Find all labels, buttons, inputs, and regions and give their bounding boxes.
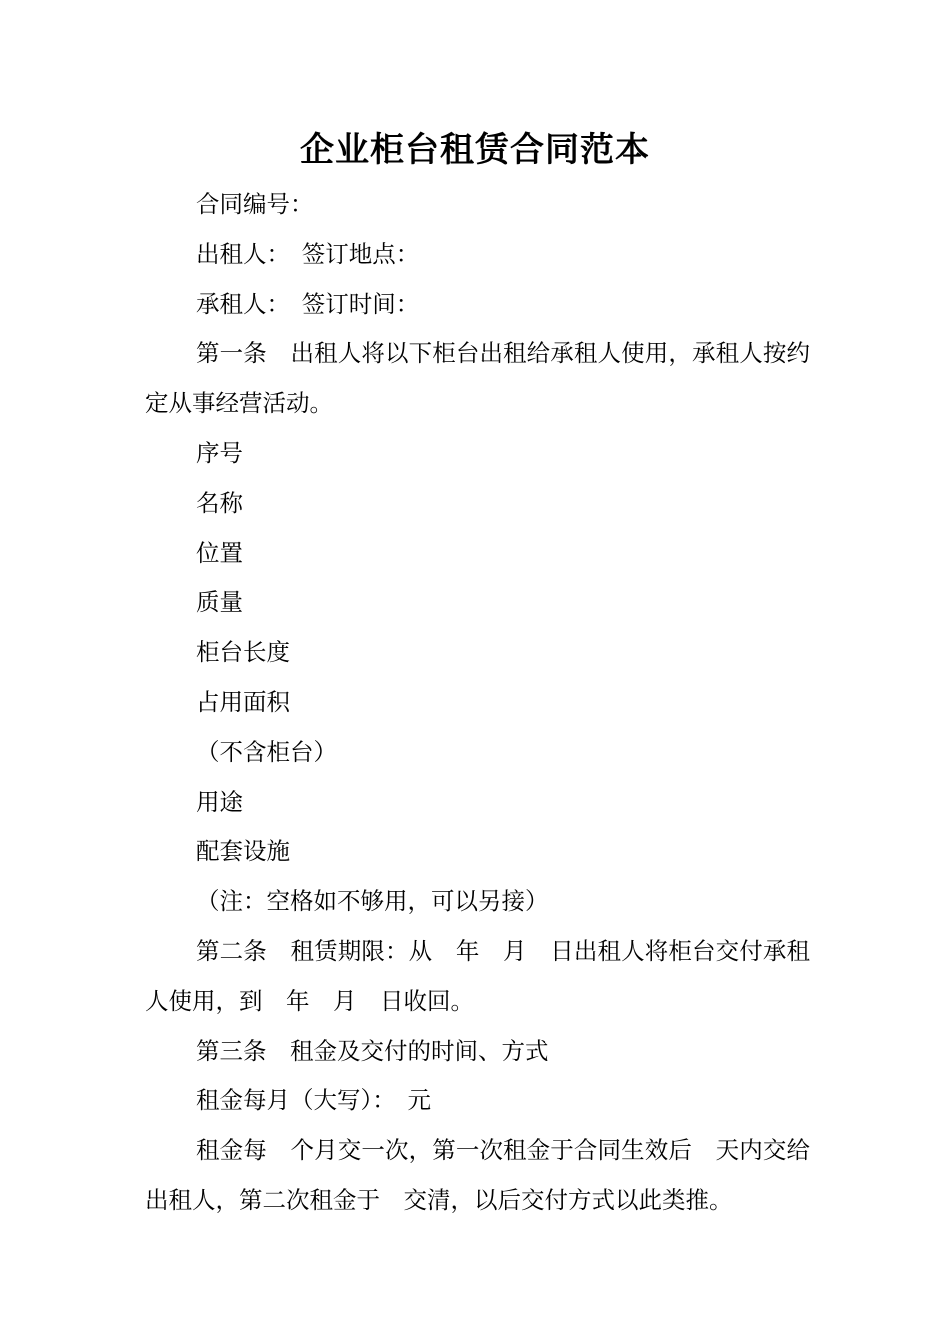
field-occupied-area: 占用面积: [196, 687, 290, 716]
monthly-rent-line: 租金每月（大写）： 元: [196, 1086, 431, 1115]
field-counter-length: 柜台长度: [196, 638, 290, 667]
payment-terms: 租金每 个月交一次，第一次租金于合同生效后 天内交给出租人，第二次租金于 交清，以后交付方式以此类推。: [145, 1136, 810, 1214]
document-body: [145, 180, 810, 1226]
field-serial-number: 序号: [196, 438, 243, 467]
field-quality: 质量: [196, 588, 243, 617]
article-two: 第二条 租赁期限：从 年 月 日出租人将柜台交付承租人使用，到 年 月 日收回。: [145, 936, 810, 1015]
document-title: 企业柜台租赁合同范本: [300, 130, 650, 170]
lessor-line: 出租人： 签订地点：: [196, 239, 420, 268]
article-three: 第三条 租金及交付的时间、方式: [196, 1036, 549, 1065]
field-facilities: 配套设施: [196, 837, 290, 866]
field-area-note: （不含柜台）: [196, 737, 337, 766]
field-usage: 用途: [196, 787, 243, 816]
contract-number-line: 合同编号：: [196, 190, 314, 218]
article-one: 第一条 出租人将以下柜台出租给承租人使用，承租人按约定从事经营活动。: [145, 339, 810, 418]
field-name: 名称: [196, 488, 243, 517]
space-note: （注：空格如不够用，可以另接）: [196, 887, 549, 916]
lessee-line: 承租人： 签订时间：: [196, 289, 420, 318]
field-location: 位置: [196, 538, 243, 567]
